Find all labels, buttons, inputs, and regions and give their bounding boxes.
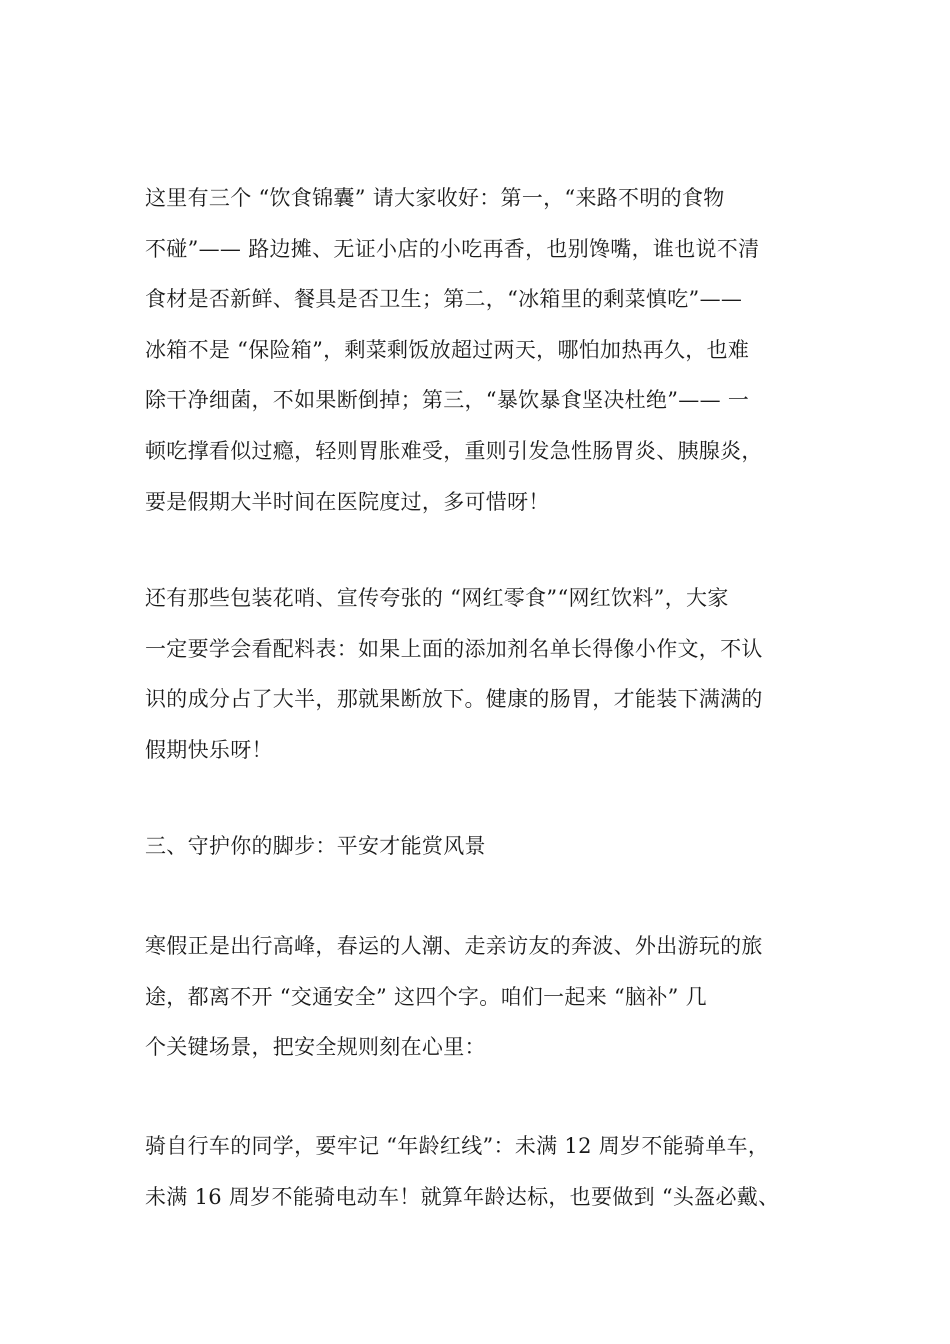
text-line: 还有那些包装花哨、宣传夸张的 “网红零食”“网红饮料”，大家 <box>145 586 729 610</box>
text-line: 一定要学会看配料表：如果上面的添加剂名单长得像小作文，不认 <box>145 636 763 661</box>
text-line: 骑自行车的同学，要牢记 “年龄红线”：未满 12 周岁不能骑单车， <box>145 1134 770 1158</box>
text-line: 顿吃撑看似过瘾，轻则胃胀难受，重则引发急性肠胃炎、胰腺炎， <box>145 438 763 463</box>
heading-text: 三、守护你的脚步：平安才能赏风景 <box>145 834 486 858</box>
text-line: 识的成分占了大半，那就果断放下。健康的肠胃，才能装下满满的 <box>145 687 763 712</box>
text-line: 途，都离不开 “交通安全” 这四个字。咱们一起来 “脑补” 几 <box>145 984 707 1009</box>
text-line: 冰箱不是 “保险箱”，剩菜剩饭放超过两天，哪怕加热再久，也难 <box>145 337 750 362</box>
text-line: 这里有三个 “饮食锦囊” 请大家收好：第一，“来路不明的食物 <box>145 186 725 210</box>
paragraph-food-tips <box>145 173 835 527</box>
text-line: 食材是否新鲜、餐具是否卫生；第二，“冰箱里的剩菜慎吃”—— <box>145 287 743 312</box>
text-line: 寒假正是出行高峰，春运的人潮、走亲访友的奔波、外出游玩的旅 <box>145 934 763 958</box>
paragraph-travel <box>145 921 835 1073</box>
paragraph-cycling <box>145 1121 835 1222</box>
text-line: 要是假期大半时间在医院度过，多可惜呀！ <box>145 489 550 514</box>
text-line: 个关键场景，把安全规则刻在心里： <box>145 1035 486 1060</box>
text-line: 假期快乐呀！ <box>145 737 273 762</box>
text-line: 未满 16 周岁不能骑电动车！就算年龄达标，也要做到 “头盔必戴、 <box>145 1184 780 1209</box>
paragraph-snacks <box>145 573 835 775</box>
text-line: 不碰”—— 路边摊、无证小店的小吃再香，也别馋嘴，谁也说不清 <box>145 236 760 261</box>
section-heading <box>145 821 835 872</box>
text-line: 除干净细菌，不如果断倒掉；第三，“暴饮暴食坚决杜绝”—— 一 <box>145 388 750 413</box>
